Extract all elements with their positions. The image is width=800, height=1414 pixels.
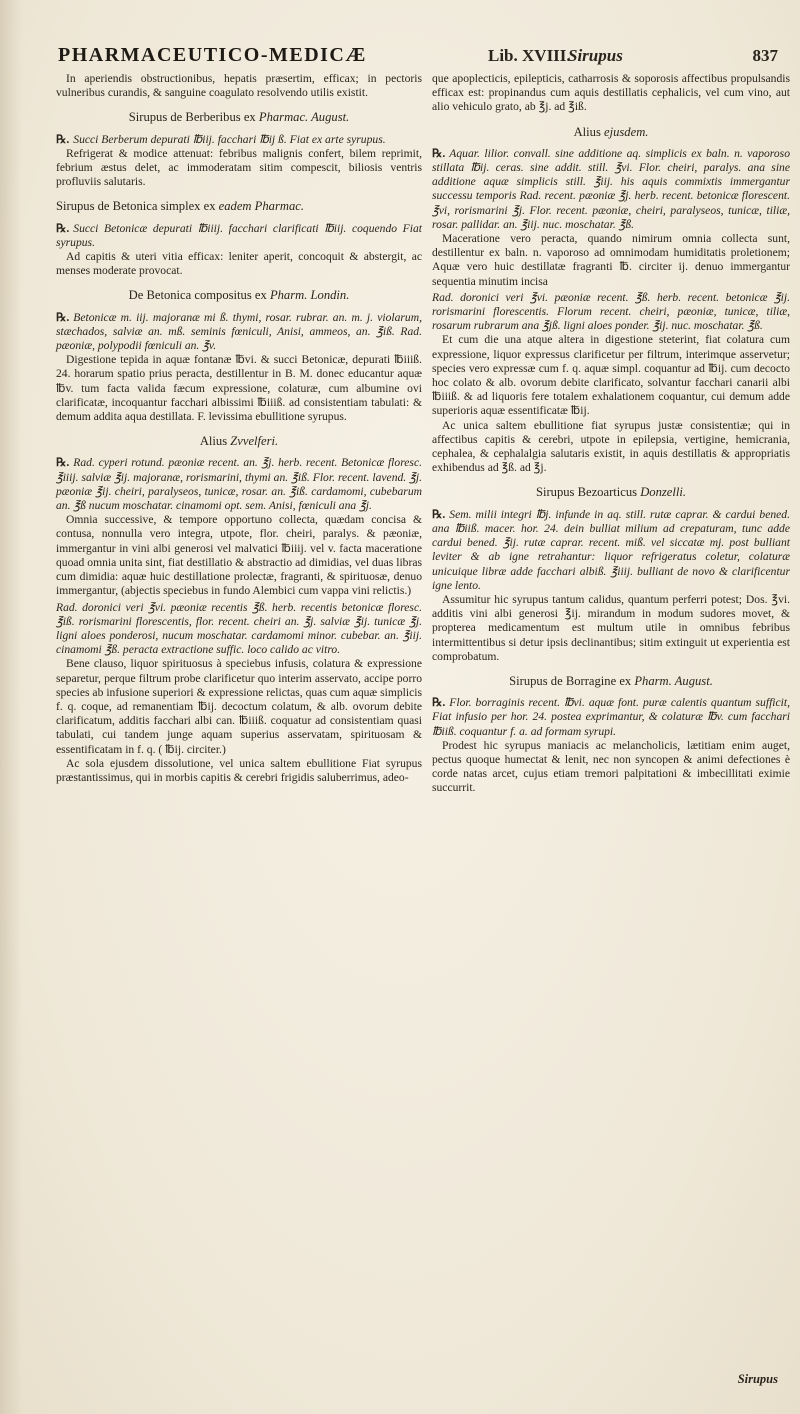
catchword: Sirupus (737, 1372, 778, 1386)
text-zwelferi-3: Ac sola ejusdem dissolutione, vel unica saltem ebullitione Fiat syrupus præstantissimus, qui in morbis capitis & cerebri frigidis saluberrimus, adeo- (56, 756, 422, 784)
recipe-zwelferi: ℞. Rad. cyperi rotund. pæoniæ recent. an. ℥j. herb. recent. Betonicæ floresc. ℥iiij. salviæ ℥ij. majoranæ, rorismarini, thymi an. ℥iß. Flor. recent. lavend. ℥j. pæoniæ ℥ij. cheiri, paralyseos, tunicæ, rosar. an. ℥iß. cardamomi, cubebarum an. ℥ß nucum moschatar. cinamomi opt. sem. Anisi, fœniculi ana ℥j. (56, 456, 422, 513)
section-title-borragine: Sirupus de Borragine ex Pharm. August. (509, 673, 713, 688)
text-berberis: Refrigerat & modice attenuat: febribus malignis confert, bilem reprimit, febrium æstus delet, ac immoderatam sitim compescit, biliosis ventris profluviis salutaris. (56, 146, 422, 189)
recipe-zwelferi-2: Rad. doronici veri ℥vi. pæoniæ recentis ℥ß. herb. recentis betonicæ floresc. ℥iß. rorismarini florescentis, flor. recent. cheiri an. ℥j. salviæ ℥ij. tunicæ ℥j. ligni aloes ponderosi, nucum moschatar. cardamomi minor. cubebar. an. ℥iij. cinamomi ℥ß. peracta extractione suffic. loco calido ac vitro. (56, 600, 422, 657)
page-number: 837 (752, 46, 778, 65)
book-number: Lib. XVIII. (488, 46, 571, 65)
left-column (56, 72, 422, 785)
text-alius-ejusdem-1: Maceratione vero peracta, quando nimirum omnia collecta sunt, destillentur ex baln. n. vaporoso ad omnimodam humiditatis proletionem; Aquæ vero huic destillatæ fragranti ℔. circiter ij. denuo immergantur sequentia minutim incisa (432, 232, 790, 288)
text-betonica-compositus: Digestione tepida in aquæ fontanæ ℔vi. & succi Betonicæ, depurati ℔iiiß. 24. horarum spatio prius peracta, destillentur in B. M. donec educantur aquæ ℔v. tum facta valida fæcum expressione, colaturæ, cum albumine ovi clarificatæ, incoquantur facchari albissimi ℔iiiß. ad consistentiam tabulati: & demum addita aqua destillata. F. levissima ebullitione syrupus. (56, 353, 422, 424)
text-zwelferi-2: Bene clauso, liquor spirituosus à speciebus infusis, colatura & expressione separetur, perque filtrum probe clarificetur quo interim asservato, accipe porro species ab infusione superiori & expressione relictas, quas cum aquæ simplicis f. q. coque, ad remanentiam ℔ij. decoctum colatum, & alb. ovorum debite clarificatum, additis facchari albi can. ℔iiiß. coquatur ad consistentiam quasi tabulati, cui tandem junge aquam superius asservatam, spirituosam & essentificatam in f. q. ( ℔ij. circiter.) (56, 657, 422, 756)
recipe-borragine: ℞. Flor. borraginis recent. ℔vi. aquæ font. puræ calentis quantum sufficit, Fiat infusio per hor. 24. postea exprimantur, & colaturæ ℔v. cum facchari ℔iiß. coquantur f. a. ad formam syrupi. (432, 696, 790, 738)
binding-shadow (0, 0, 22, 1414)
recipe-alius-ejusdem: ℞. Aquar. lilior. convall. sine additione aq. simplicis ex baln. n. vaporoso stillata ℔ij. ceras. sine addit. still. ℥vi. Flor. cheiri, paralys. ana sine additione aquæ simplicis still. ℥iij. his aquis commixtis immergantur successu temporis Rad. recent. pæoniæ ℥j. herb. recent. betonicæ florescent. ℥vi, rorismarini ℥j. Flor. recent. pæoniæ, cheiri, paralyseos, tunicæ, tiliæ, rosar. pallidar. an. ℥iij. nuc. moschatar. ℥ß. (432, 146, 790, 231)
text-zwelferi-1: Omnia successive, & tempore opportuno collecta, quædam concisa & contusa, nonnulla vero integra, utpote, flor. cheiri, paralys. & pæoniæ, immergantur in vini albi generosi vel malvatici ℔iiij. vel v. facta maceratione quoad omnia unita sint, fiat destillatio & abstractio ad dimidias, vel duas libras cum dimidia: aquæ huic destillatione prolectæ, fragranti, & spirituosæ, denuo immergantur, (abjectis speciebus in fundo Alembici cum vappa vini relictis.) (56, 513, 422, 598)
text-alius-ejusdem-3: Ac unica saltem ebullitione fiat syrupus justæ consistentiæ; qui in affectibus capitis & cerebri, utpote in epilepsia, vertigine, hemicrania, cephalea, & cephalalgia salutaris existit, in aquis destillatis & appropriatis exhibendus ad ℥ß. ad ℥j. (432, 418, 790, 475)
recipe-berberis: ℞. Succi Berberum depurati ℔iij. facchari ℔ij ß. Fiat ex arte syrupus. (56, 132, 386, 146)
recipe-bezoarticus: ℞. Sem. milii integri ℔j. infunde in aq. still. rutæ caprar. & cardui bened. ana ℔iiß. macer. hor. 24. dein bulliat milium ad crepaturam, tunc adde cardui bened. ℥ij. rutæ caprar. recent. miß. vel siccatæ mj. post bulliant leviter & ab igne retrahantur: liquor refrigeratus coletur, colaturæ unicuique libræ adde facchari albiß. ℥iiij. bulliant de novo & clarificentur igne lento. (432, 507, 790, 592)
text-betonica-simplex: Ad capitis & uteri vitia efficax: leniter aperit, concoquit & abstergit, ac menses moderate provocat. (56, 250, 422, 278)
section-title-alius-ejusdem: Alius ejusdem. (573, 124, 649, 139)
text-bezoarticus: Assumitur hic syrupus tantum calidus, quantum perferri potest; Dos. ℥vi. additis vini albi generosi ℥ij. mirandum in modum sudores movet, & propterea medicamentum est multum utile in omnibus febribus intermittentibus si detur ipsis declinantibus; sitim extinguit ut experientia est comprobatum. (432, 592, 790, 663)
right-column (432, 72, 790, 796)
intro-paragraph: In aperiendis obstructionibus, hepatis præsertim, efficax; in pectoris vulneribus curandis, & sanguine coagulato resolvendo utilis existit. (56, 72, 422, 100)
running-title: PHARMACEUTICO-MEDICÆ (58, 44, 367, 66)
continuation-paragraph: que apoplecticis, epilepticis, catharrosis & soporosis affectibus propulsandis efficax est: propinandus cum aquis destillatis cephalicis, vel cum vino, aut alio vehiculo grato, ab ℥j. ad ℥iß. (432, 72, 790, 114)
section-title-berberis: Sirupus de Berberibus ex Pharmac. August. (128, 110, 350, 125)
section-title-zwelferi: Alius Zvvelferi. (199, 434, 279, 449)
section-title-bezoarticus: Sirupus Bezoarticus Donzelli. (535, 485, 687, 500)
running-topic: Sirupus (568, 46, 623, 65)
section-title-betonica-compositus: De Betonica compositus ex Pharm. Londin. (128, 288, 350, 303)
page-header (58, 44, 788, 72)
section-title-betonica-simplex: Sirupus de Betonica simplex ex eadem Pharmac. (56, 199, 304, 214)
recipe-betonica-compositus: ℞. Betonicæ m. iij. majoranæ mi ß. thymi, rosar. rubrar. an. m. j. violarum, stæchados, salviæ an. mß. seminis fœniculi, Anisi, ammeos, an. ℥iß. Rad. pæoniæ, polypodii fœniculi an. ℥v. (56, 310, 422, 353)
text-alius-ejusdem-2: Et cum die una atque altera in digestione steterint, fiat colatura cum expressione, liquor expressus clarificetur per filtrum, interimque asservetur; species vero expressæ cum f. q. aquæ simpl. coquantur ad ℔ij. cum decocto hoc colato & alb. ovorum debite clarificato, solvantur facchari canarii albi ℔iiiß. & ad liquoris fere totalem exhalationem coquantur, cui demum adde superioris aquæ essentificatæ ℔ij. (432, 333, 790, 418)
recipe-alius-ejusdem-2: Rad. doronici veri ℥vi. pæoniæ recent. ℥ß. herb. recent. betonicæ ℥ij. rorismarini florescentis. Florum recent. cheiri, pæoniæ, tunicæ, tiliæ, rosarum rubrarum ana ℥jß. ligni aloes ponder. ℥ij. nuc. moschatar. ℥ß. (432, 290, 790, 333)
text-borragine: Prodest hic syrupus maniacis ac melancholicis, lætitiam enim auget, pectus quoque humectat & lenit, nec non syncopen & animi defectiones è corde natas arcet, cujus etiam tremori palpitationi & imbecillitati eximie succurrit. (432, 738, 790, 795)
recipe-betonica-simplex: ℞. Succi Betonicæ depurati ℔iiij. facchari clarificati ℔iij. coquendo Fiat syrupus. (56, 221, 422, 249)
